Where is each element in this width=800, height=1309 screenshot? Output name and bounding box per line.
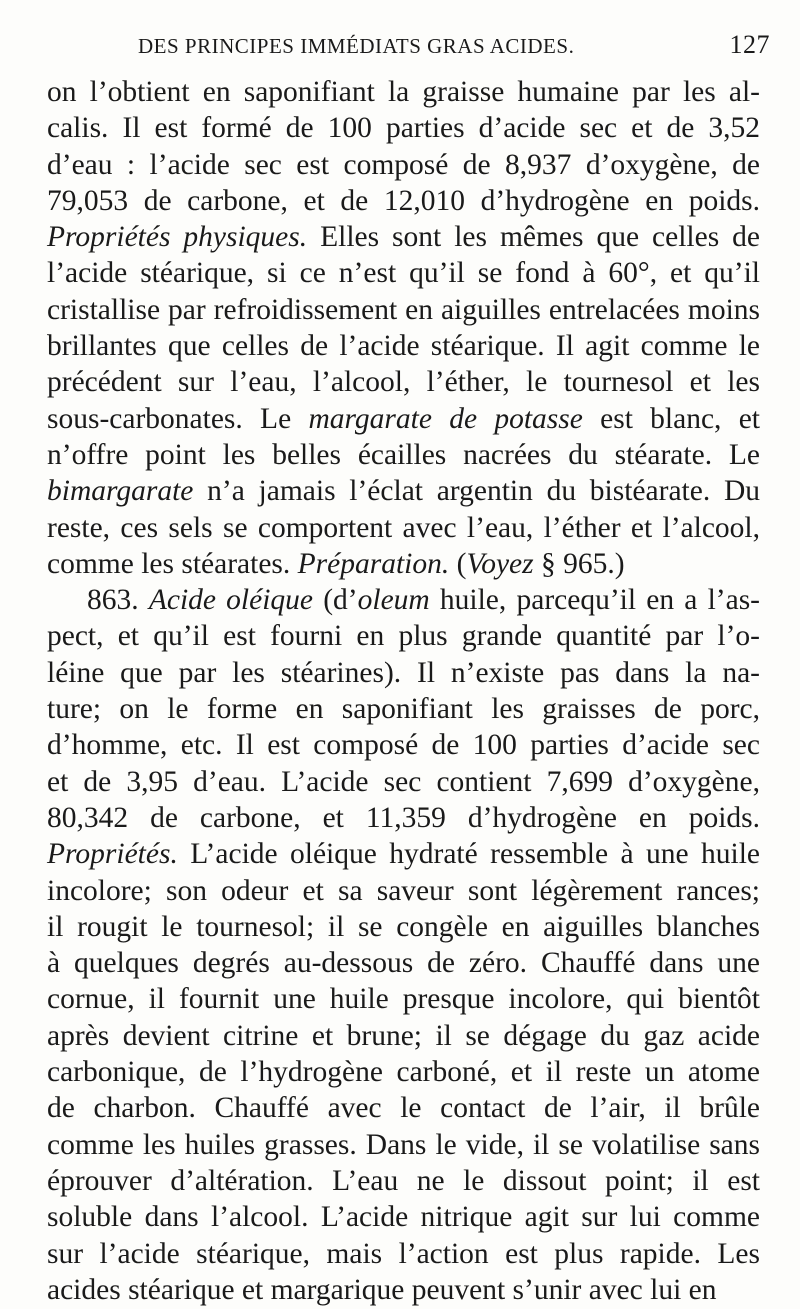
text-run: il rougit le tournesol; il se congèle en aiguilles blanches: [47, 910, 760, 943]
text-line: [47, 945, 760, 981]
italic-text: Voyez: [466, 547, 534, 580]
text-line: [47, 364, 760, 400]
text-run: comme les huiles grasses. Dans le vide, il se volatilise sans: [47, 1128, 760, 1161]
text-run: Elles sont les mêmes que celles de: [307, 221, 760, 254]
text-line: [47, 437, 760, 473]
text-run: incolore; son odeur et sa saveur sont légèrement rances;: [47, 874, 760, 907]
text-line: [47, 873, 760, 909]
text-run: d’eau : l’acide sec est composé de 8,937 d’oxygène, de: [47, 148, 760, 181]
text-line: [47, 764, 760, 800]
text-run: éprouver d’altération. L’eau ne le dissout point; il est: [47, 1164, 760, 1197]
text-line: [47, 1090, 760, 1126]
text-run: sous-carbonates. Le: [47, 402, 309, 435]
text-line: [47, 1272, 760, 1308]
text-run: § 965.): [533, 547, 625, 580]
text-line: [47, 110, 760, 146]
text-line: [47, 1018, 760, 1054]
page-number: 127: [729, 30, 770, 59]
text-run: calis. Il est formé de 100 parties d’acide sec et de 3,52: [47, 112, 760, 145]
text-run: l’acide stéarique, si ce n’est qu’il se fond à 60°, et qu’il: [47, 257, 760, 290]
text-run: de charbon. Chauffé avec le contact de l’air, il brûle: [47, 1092, 760, 1125]
text-line: [47, 510, 760, 546]
text-run: reste, ces sels se comportent avec l’eau, l’éther et l’alcool,: [47, 511, 760, 544]
text-run: soluble dans l’alcool. L’acide nitrique agit sur lui comme: [47, 1201, 760, 1234]
text-run: comme les stéarates.: [47, 547, 298, 580]
text-line: [47, 1163, 760, 1199]
text-run: n’a jamais l’éclat argentin du bistéarate. Du: [193, 475, 760, 508]
italic-text: Propriétés physiques.: [47, 221, 308, 254]
text-line: [47, 1199, 760, 1235]
text-line: [47, 1236, 760, 1272]
text-line: [47, 691, 760, 727]
text-run: précédent sur l’eau, l’alcool, l’éther, le tournesol et les: [47, 366, 760, 399]
text-line: [47, 546, 760, 582]
text-line: [47, 147, 760, 183]
text-run: 80,342 de carbone, et 11,359 d’hydrogène en poids.: [47, 801, 760, 834]
body-text: [47, 74, 760, 1308]
text-run: pect, et qu’il est fourni en plus grande quantité par l’o-: [47, 620, 760, 653]
text-line: [47, 74, 760, 110]
text-line: [47, 909, 760, 945]
text-line: [47, 655, 760, 691]
text-line: [47, 618, 760, 654]
text-line: [47, 800, 760, 836]
running-title: DES PRINCIPES IMMÉDIATS GRAS ACIDES.: [138, 34, 575, 58]
text-run: d’homme, etc. Il est composé de 100 parties d’acide sec: [47, 729, 760, 762]
text-run: carbonique, de l’hydrogène carboné, et il reste un atome: [47, 1056, 760, 1089]
text-run: sur l’acide stéarique, mais l’action est plus rapide. Les: [47, 1237, 760, 1270]
italic-text: Préparation.: [297, 547, 450, 580]
text-line: [47, 582, 760, 618]
text-line: [47, 1127, 760, 1163]
italic-text: Acide oléique: [148, 584, 314, 617]
text-line: [47, 836, 760, 872]
italic-text: Propriétés.: [47, 838, 178, 871]
text-run: L’acide oléique hydraté ressemble à une huile: [177, 838, 760, 871]
text-line: [47, 473, 760, 509]
text-run: acides stéarique et margarique peuvent s’unir avec lui en: [47, 1273, 717, 1306]
italic-text: margarate de potasse: [308, 402, 583, 435]
text-run: après devient citrine et brune; il se dégage du gaz acide: [47, 1019, 760, 1052]
text-run: à quelques degrés au-dessous de zéro. Chauffé dans une: [47, 947, 760, 980]
paragraph: [47, 74, 760, 582]
page-header: [100, 30, 770, 64]
text-line: [47, 981, 760, 1017]
text-run: brillantes que celles de l’acide stéarique. Il agit comme le: [47, 330, 760, 363]
paragraph: [47, 582, 760, 1308]
text-run: huile, parcequ’il en a l’as-: [429, 584, 760, 617]
text-run: cristallise par refroidissement en aiguilles entrelacées moins: [47, 293, 760, 326]
text-run: et de 3,95 d’eau. L’acide sec contient 7,699 d’oxygène,: [47, 765, 760, 798]
text-line: [47, 183, 760, 219]
text-run: léine que par les stéarines). Il n’existe pas dans la na-: [47, 656, 760, 689]
text-run: ture; on le forme en saponifiant les graisses de porc,: [47, 693, 760, 726]
text-run: 79,053 de carbone, et de 12,010 d’hydrogène en poids.: [47, 184, 760, 217]
italic-text: oleum: [357, 584, 430, 617]
text-run: (d’: [313, 584, 358, 617]
text-line: [47, 401, 760, 437]
text-line: [47, 292, 760, 328]
italic-text: bimargarate: [47, 475, 194, 508]
text-run: est blanc, et: [582, 402, 760, 435]
text-run: n’offre point les belles écailles nacrées du stéarate. Le: [47, 438, 760, 471]
text-run: 863.: [87, 584, 149, 617]
text-line: [47, 255, 760, 291]
text-run: on l’obtient en saponifiant la graisse humaine par les al-: [47, 76, 760, 108]
text-line: [47, 727, 760, 763]
text-line: [47, 1054, 760, 1090]
text-run: cornue, il fournit une huile presque incolore, qui bientôt: [47, 983, 760, 1016]
text-line: [47, 219, 760, 255]
text-run: (: [449, 547, 467, 580]
text-line: [47, 328, 760, 364]
